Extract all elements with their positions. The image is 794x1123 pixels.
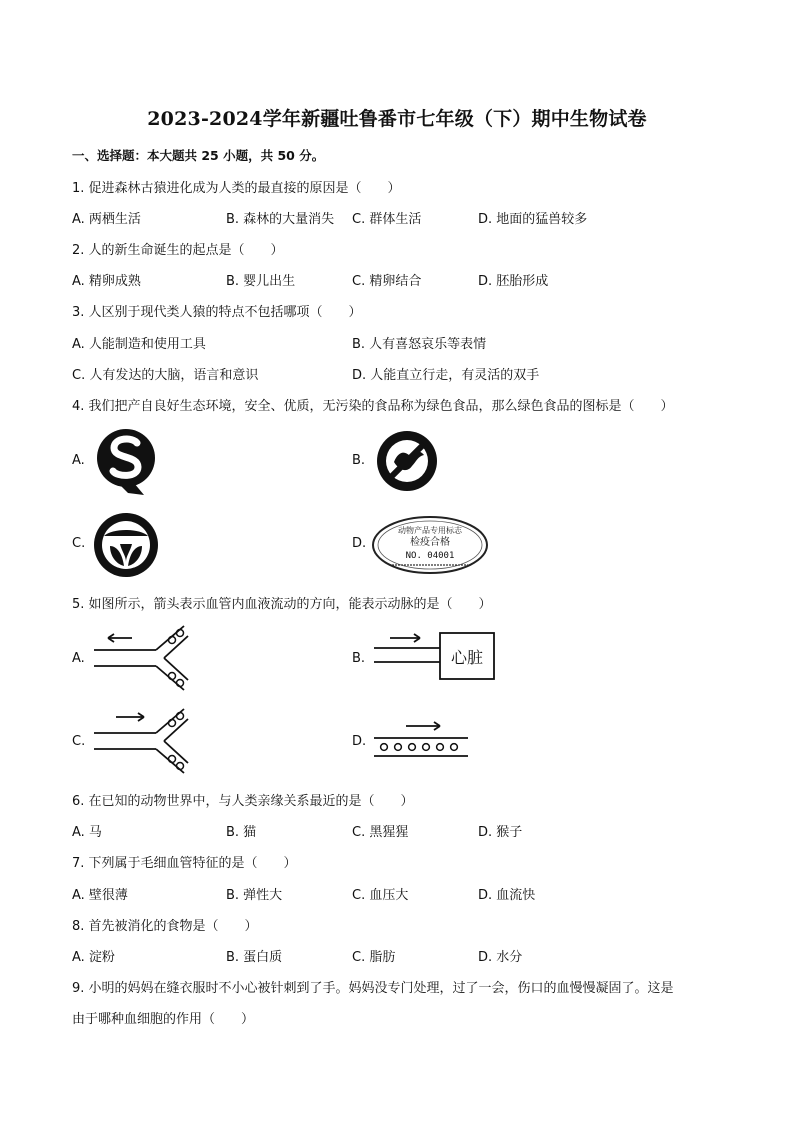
no-bird-sign-icon [370,428,450,494]
question-5-option-a[interactable] [72,622,212,694]
question-4-option-d[interactable] [352,508,512,580]
question-5-option-c[interactable] [72,705,212,777]
question-4-option-c[interactable] [72,508,192,580]
question-2-option-d[interactable]: D. 胚胎形成 [478,274,549,289]
question-3-option-b[interactable]: B. 人有喜怒哀乐等表情 [352,337,487,352]
option-label: B. [352,651,366,666]
question-9-stem-continued: 由于哪种血细胞的作用（ ） [72,1012,255,1027]
question-3-option-d[interactable]: D. 人能直立行走，有灵活的双手 [352,368,540,383]
question-5-option-b[interactable] [352,628,512,688]
option-label: C. [72,536,86,551]
question-3-option-a[interactable]: A. 人能制造和使用工具 [72,337,206,352]
question-4-option-a[interactable] [72,425,192,497]
question-6-option-c[interactable]: C. 黑猩猩 [352,825,409,840]
question-7-stem: 7. 下列属于毛细血管特征的是（ ） [72,856,297,871]
question-2-option-a[interactable]: A. 精卵成熟 [72,274,141,289]
quality-safety-qs-logo-icon [90,425,170,497]
question-1-option-c[interactable]: C. 群体生活 [352,212,422,227]
page-title: 2023-2024学年新疆吐鲁番市七年级（下）期中生物试卷 [147,108,647,130]
question-4-option-b[interactable] [352,425,492,497]
stamp-line-3: NO. 04001 [405,551,455,561]
question-1-stem: 1. 促进森林古猿进化成为人类的最直接的原因是（ ） [72,181,401,196]
question-5-stem: 5. 如图所示，箭头表示血管内血液流动的方向，能表示动脉的是（ ） [72,597,492,612]
question-2-option-c[interactable]: C. 精卵结合 [352,274,422,289]
question-1-option-d[interactable]: D. 地面的猛兽较多 [478,212,588,227]
vessel-to-heart-diagram-icon [374,628,498,684]
option-label: D. [352,536,367,551]
question-5-option-d[interactable] [352,716,512,766]
question-4-stem: 4. 我们把产自良好生态环境，安全、优质，无污染的食品称为绿色食品，那么绿色食品的图标是（ ） [72,399,674,414]
question-1-option-b[interactable]: B. 森林的大量消失 [226,212,335,227]
section-heading: 一、选择题：本大题共 25 小题，共 50 分。 [72,148,325,163]
stamp-line-1: 动物产品专用标志 [398,526,462,535]
question-7-option-a[interactable]: A. 壁很薄 [72,888,128,903]
green-food-logo-icon [90,512,170,578]
question-8-option-b[interactable]: B. 蛋白质 [226,950,283,965]
question-1-option-a[interactable]: A. 两栖生活 [72,212,141,227]
question-6-option-b[interactable]: B. 猫 [226,825,257,840]
question-7-option-b[interactable]: B. 弹性大 [226,888,283,903]
option-label: B. [352,453,366,468]
heart-label: 心脏 [450,648,484,667]
vessel-diagram-a-icon [92,622,192,694]
question-2-stem: 2. 人的新生命诞生的起点是（ ） [72,243,284,258]
option-label: A. [72,651,85,666]
question-6-option-a[interactable]: A. 马 [72,825,102,840]
question-2-option-b[interactable]: B. 婴儿出生 [226,274,296,289]
question-6-option-d[interactable]: D. 猴子 [478,825,523,840]
quarantine-passed-stamp-icon [370,514,492,576]
question-3-option-c[interactable]: C. 人有发达的大脑，语言和意识 [72,368,259,383]
option-label: D. [352,734,367,749]
question-3-stem: 3. 人区别于现代类人猿的特点不包括哪项（ ） [72,305,362,320]
capillary-diagram-icon [374,716,474,766]
question-8-stem: 8. 首先被消化的食物是（ ） [72,919,258,934]
question-6-stem: 6. 在已知的动物世界中，与人类亲缘关系最近的是（ ） [72,794,414,809]
question-7-option-d[interactable]: D. 血流快 [478,888,536,903]
option-label: C. [72,734,86,749]
option-label: A. [72,453,85,468]
question-8-option-d[interactable]: D. 水分 [478,950,523,965]
question-8-option-a[interactable]: A. 淀粉 [72,950,115,965]
vessel-diagram-c-icon [92,705,192,777]
question-9-stem: 9. 小明的妈妈在缝衣服时不小心被针刺到了手。妈妈没专门处理，过了一会，伤口的血慢慢凝固了。这是 [72,981,674,996]
stamp-line-2: 检疫合格 [410,537,450,548]
question-7-option-c[interactable]: C. 血压大 [352,888,409,903]
question-8-option-c[interactable]: C. 脂肪 [352,950,396,965]
